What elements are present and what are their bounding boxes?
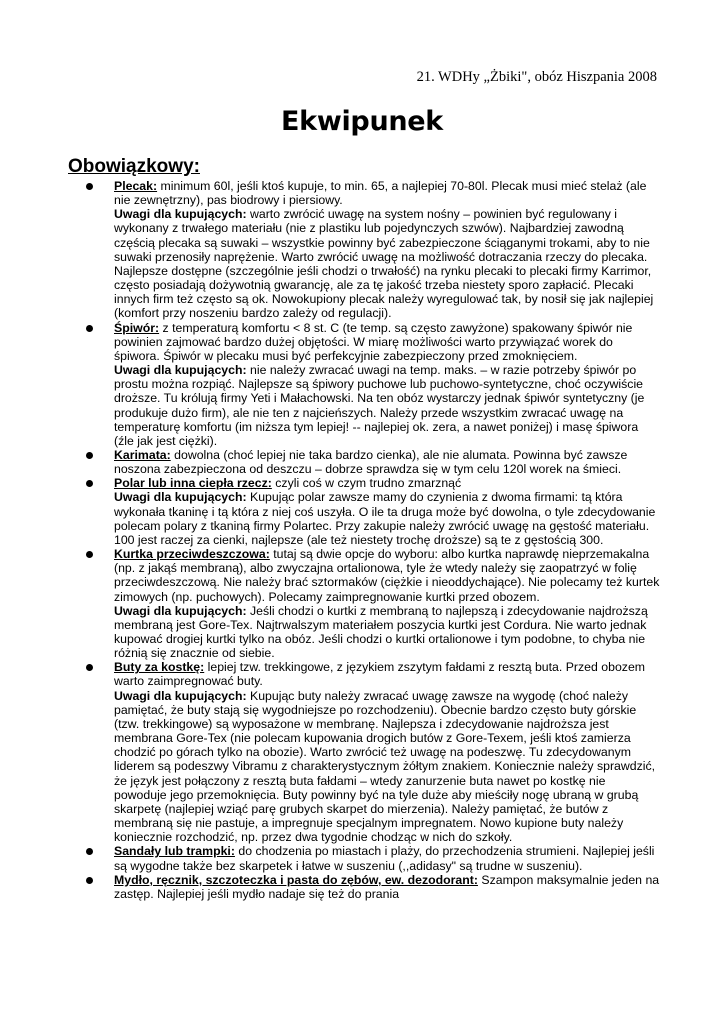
- bullet-icon: [86, 325, 93, 332]
- item-name: Plecak:: [114, 179, 158, 193]
- bullet-icon: [86, 551, 93, 558]
- item-name: Kurtka przeciwdeszczowa:: [114, 547, 270, 562]
- buyer-notes-label: Uwagi dla kupujących:: [114, 207, 247, 222]
- page-header: 21. WDHy „Żbiki", obóz Hiszpania 2008: [416, 69, 657, 85]
- item-name: Karimata:: [114, 447, 171, 462]
- buyer-notes: warto zwrócić uwagę na system nośny – powinien być regulowany i wykonany z trwałego materiału (nie z plastiku lub pojedynczych szwów). Najbardziej zawodną częścią plecaka są suwaki – wszystkie powinny być zabezpieczone ściąganymi trokami, aby to nie suwaki przenosiły naprężenie. Warto zwrócić uwagę na możliwość dotraczania rzeczy do plecaka. Najlepsze dostępne (szczególnie jeśli chodzi o trwałość) na rynku plecaki to plecaki firmy Karrimor, często posiadają dożywotnią gwarancję, ale za tę jakość trzeba niestety sporo zapłacić. Plecaki innych firm też często są ok. Nowokupiony plecak należy wyregulować tak, by nosił się jak najlepiej (komfort przy noszeniu bardzo zależy od regulacji).: [114, 207, 654, 321]
- item-name: Buty za kostkę:: [114, 660, 205, 675]
- section-heading: Obowiązkowy:: [68, 156, 200, 177]
- list-item-fleece: [86, 476, 660, 547]
- buyer-notes: nie należy zwracać uwagi na temp. maks. – w razie potrzeby śpiwór po prostu można rozpiąć. Najlepsze są śpiwory puchowe lub puchowo-syntetyczne, choć oczywiście droższe. Tu królują firmy Yeti i Małachowski. Na ten obóz wystarczy jednak śpiwór syntetyczny (je produkuje dużo firm), ale nie ten z najcieńszych. Należy przede wszystkim zwracać uwagę na temperaturę komfortu (im niższa tym lepiej! -- najlepiej ok. zera, a nawet poniżej) i masę śpiwora (źle jak jest ciężki).: [114, 363, 645, 448]
- list-item-sleeping-bag: [86, 321, 660, 448]
- item-name: Sandały lub trampki:: [114, 844, 235, 859]
- page-title: Ekwipunek: [281, 106, 443, 137]
- buyer-notes-label: Uwagi dla kupujących:: [114, 603, 247, 618]
- list-item-toiletries: [86, 873, 660, 901]
- item-text: minimum 60l, jeśli ktoś kupuje, to min. 65, a najlepiej 70-80l. Plecak musi mieć stelaż (ale nie zewnętrzny), pas biodrowy i piersiowy.: [114, 179, 647, 208]
- list-item-sleeping-mat: [86, 448, 660, 476]
- bullet-icon: [86, 664, 93, 671]
- item-text: dowolna (choć lepiej nie taka bardzo cienka), ale nie alumata. Powinna być zawsze noszona zabezpieczona od deszczu – dobrze sprawdza się w tym celu 120l worek na śmieci.: [114, 447, 628, 477]
- list-item-backpack: [86, 179, 660, 321]
- list-item-boots: [86, 660, 660, 844]
- buyer-notes: Kupując polar zawsze mamy do czynienia z dwoma firmami: tą która wykonała tkaninę i tą która z niej coś uszyła. O ile ta druga może być dowolna, o tyle zdecydowanie polecam polary z tkaniną firmy Polartec. Przy zakupie należy zwrócić uwagę na gęstość materiału. 100 jest raczej za cienki, najlepsze (ale też niestety trochę droższe) są te z gęstością 300.: [114, 490, 656, 547]
- item-text: Szampon maksymalnie jeden na zastęp. Najlepiej jeśli mydło nadaje się też do prania: [114, 872, 660, 901]
- bullet-icon: [86, 183, 93, 190]
- buyer-notes: Jeśli chodzi o kurtki z membraną to najlepszą i zdecydowanie najdroższą membraną jest Gore-Tex. Najtrwalszym materiałem poszycia kurtki jest Cordura. Nie warto jednak kupować drogiej kurtki tylko na obóz. Jeśli chodzi o kurtki ortalionowe i tym podobne, to chyba nie różnią się znacznie od siebie.: [114, 603, 648, 661]
- equipment-list: [86, 179, 660, 901]
- buyer-notes-label: Uwagi dla kupujących:: [114, 490, 247, 505]
- buyer-notes-label: Uwagi dla kupujących:: [114, 363, 247, 378]
- item-name: Polar lub inna ciepła rzecz:: [114, 476, 272, 491]
- item-text: czyli coś w czym trudno zmarznąć: [271, 476, 462, 491]
- item-name: Mydło, ręcznik, szczoteczka i pasta do zębów, ew. dezodorant:: [114, 872, 478, 887]
- list-item-rain-jacket: [86, 547, 660, 660]
- bullet-icon: [86, 480, 93, 487]
- item-name: Śpiwór:: [114, 320, 160, 335]
- bullet-icon: [86, 877, 93, 884]
- item-text: lepiej tzw. trekkingowe, z językiem zszytym fałdami z resztą buta. Przed obozem warto zaimpregnować buty.: [114, 660, 646, 689]
- buyer-notes: Kupując buty należy zwracać uwagę zawsze na wygodę (choć należy pamiętać, że buty stają się wygodniejsze po rozchodzeniu). Obecnie bardzo często buty górskie (tzw. trekkingowe) są wyposażone w membranę. Najlepsza i zdecydowanie najdroższa jest membrana Gore-Tex (nie polecam kupowania drogich butów z Gore-Texem, jeśli ktoś zamierza chodzić po górach tylko na obozie). Warto zwrócić też uwagę na podeszwę. Tu zdecydowanym liderem są podeszwy Vibramu z charakterystycznym żółtym znakiem. Koniecznie należy sprawdzić, że język jest połączony z resztą buta fałdami – wtedy zanurzenie buta nawet po kostkę nie powoduje jego przemoknięcia. Buty powinny być na tyle duże aby mieściły nogę ubraną w grubą skarpetę (najlepiej wziąć parę grubych skarpet do mierzenia). Należy pamiętać, że butów z membraną się nie pastuje, a impregnuje specjalnym impregnatem. Nowo kupione buty należy koniecznie rozchodzić, np. przez dwa tygodnie chodząc w nich do szkoły.: [114, 688, 656, 845]
- item-text: z temperaturą komfortu < 8 st. C (te temp. są często zawyżone) spakowany śpiwór nie powinien zajmować bardzo dużej objętości. W miarę możliwości warto przywiązać worek do śpiwora. Śpiwór w plecaku musi być perfekcyjnie zabezpieczony przed zmoknięciem.: [114, 320, 633, 363]
- item-text: tutaj są dwie opcje do wyboru: albo kurtka naprawdę nieprzemakalna (np. z jakąś membraną), albo zwyczajna ortalionowa, tyle że wtedy należy się zaopatrzyć w folię przeciwdeszczową. Nie należy brać sztormaków (ciężkie i nieoddychające). Nie polecamy też kurtek zimowych (np. puchowych). Polecamy zaimpregnowanie kurtki przed obozem.: [114, 547, 660, 604]
- item-text: do chodzenia po miastach i plaży, do przechodzenia strumieni. Najlepiej jeśli są wygodne także bez skarpetek i łatwe w suszeniu (,,adidasy" są trudne w suszeniu).: [114, 844, 655, 873]
- bullet-icon: [86, 452, 93, 459]
- bullet-icon: [86, 848, 93, 855]
- buyer-notes-label: Uwagi dla kupujących:: [114, 688, 247, 703]
- list-item-sandals: [86, 844, 660, 872]
